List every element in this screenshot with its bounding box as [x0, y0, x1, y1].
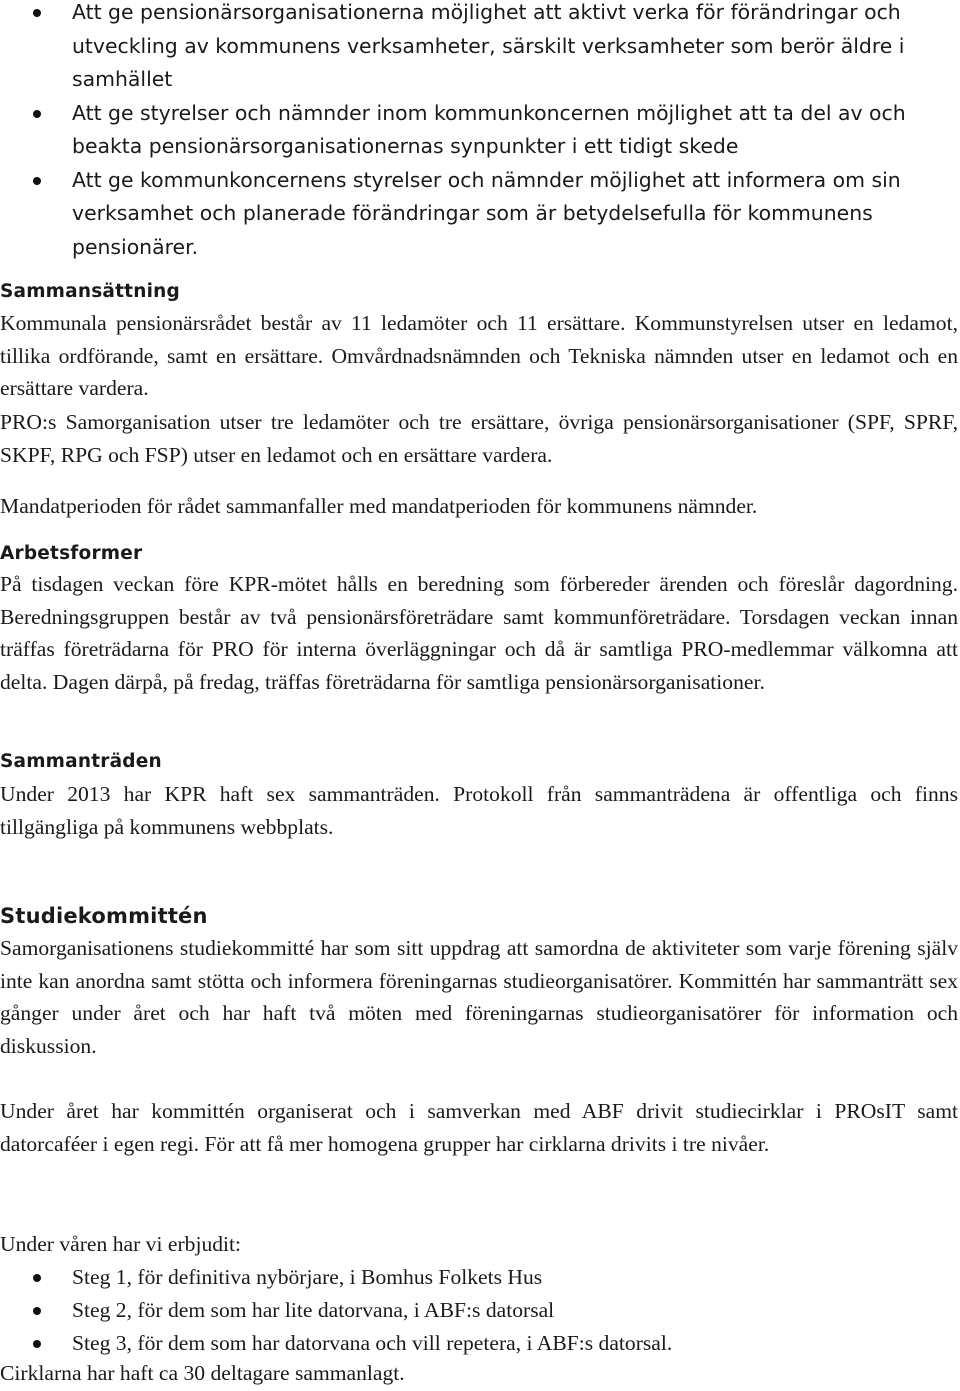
arbetsformer-paragraph: På tisdagen veckan före KPR-mötet hålls en beredning som förbereder ärenden och föreslår dagordning. Beredningsgruppen består av två pensionärsföreträdare samt kommunföreträdare. Torsdagen veckan innan träffas företrädarna för PRO för interna överläggningar och då är samtliga PRO-medlemmar välkomna att delta. Dagen därpå, på fredag, träffas företrädarna för samtliga pensionärsorganisationer.	[0, 572, 958, 695]
heading-studiekommitten: Studiekommittén	[0, 904, 208, 928]
list-item: Att ge styrelser och nämnder inom kommunkoncernen möjlighet att ta del av och beakta pensionärsorganisationernas synpunkter i ett tidigt skede	[0, 97, 952, 164]
list-item: Steg 1, för definitiva nybörjare, i Bomhus Folkets Hus	[0, 1261, 672, 1294]
sammansattning-paragraph-2: PRO:s Samorganisation utser tre ledamöter och tre ersättare, övriga pensionärsorganisationer (SPF, SPRF, SKPF, RPG och FSP) utser en ledamot och en ersättare vardera.	[0, 410, 958, 467]
heading-sammansattning: Sammansättning	[0, 281, 180, 302]
sammantraden-paragraph: Under 2013 har KPR haft sex sammanträden. Protokoll från sammanträdena är offentliga och finns tillgängliga på kommunens webbplats.	[0, 782, 958, 839]
sammansattning-paragraph-3: Mandatperioden för rådet sammanfaller med mandatperioden för kommunens nämnder.	[0, 494, 758, 518]
studiekommitten-paragraph-4: Cirklarna har haft ca 30 deltagare sammanlagt.	[0, 1361, 405, 1385]
heading-arbetsformer: Arbetsformer	[0, 543, 143, 564]
list-item: Att ge pensionärsorganisationerna möjlighet att aktivt verka för förändringar och utveckling av kommunens verksamheter, särskilt verksamheter som berör äldre i samhället	[0, 0, 952, 97]
list-item: Steg 3, för dem som har datorvana och vill repetera, i ABF:s datorsal.	[0, 1327, 672, 1360]
list-item: Steg 2, för dem som har lite datorvana, i ABF:s datorsal	[0, 1294, 672, 1327]
list-item: Att ge kommunkoncernens styrelser och nämnder möjlighet att informera om sin verksamhet och planerade förändringar som är betydelsefulla för kommunens pensionärer.	[0, 164, 944, 265]
purpose-list	[0, 0, 952, 264]
sammansattning-paragraph-1: Kommunala pensionärsrådet består av 11 ledamöter och 11 ersättare. Kommunstyrelsen utser en ledamot, tillika ordförande, samt en ersättare. Omvårdnadsnämnden och Tekniska nämnden utser en ledamot och en ersättare vardera.	[0, 311, 958, 401]
studiekommitten-paragraph-3: Under våren har vi erbjudit:	[0, 1232, 242, 1256]
heading-sammantraden: Sammanträden	[0, 751, 162, 772]
steps-list	[0, 1261, 672, 1359]
studiekommitten-paragraph-1: Samorganisationens studiekommitté har som sitt uppdrag att samordna de aktiviteter som varje förening själv inte kan anordna samt stötta och informera föreningarnas studieorganisatörer. Kommittén har sammanträtt sex gånger under året och har haft två möten med föreningarnas studieorganisatörer för information och diskussion.	[0, 936, 958, 1059]
studiekommitten-paragraph-2: Under året har kommittén organiserat och i samverkan med ABF drivit studiecirklar i PROsIT samt datorcaféer i egen regi. För att få mer homogena grupper har cirklarna drivits i tre nivåer.	[0, 1099, 958, 1156]
